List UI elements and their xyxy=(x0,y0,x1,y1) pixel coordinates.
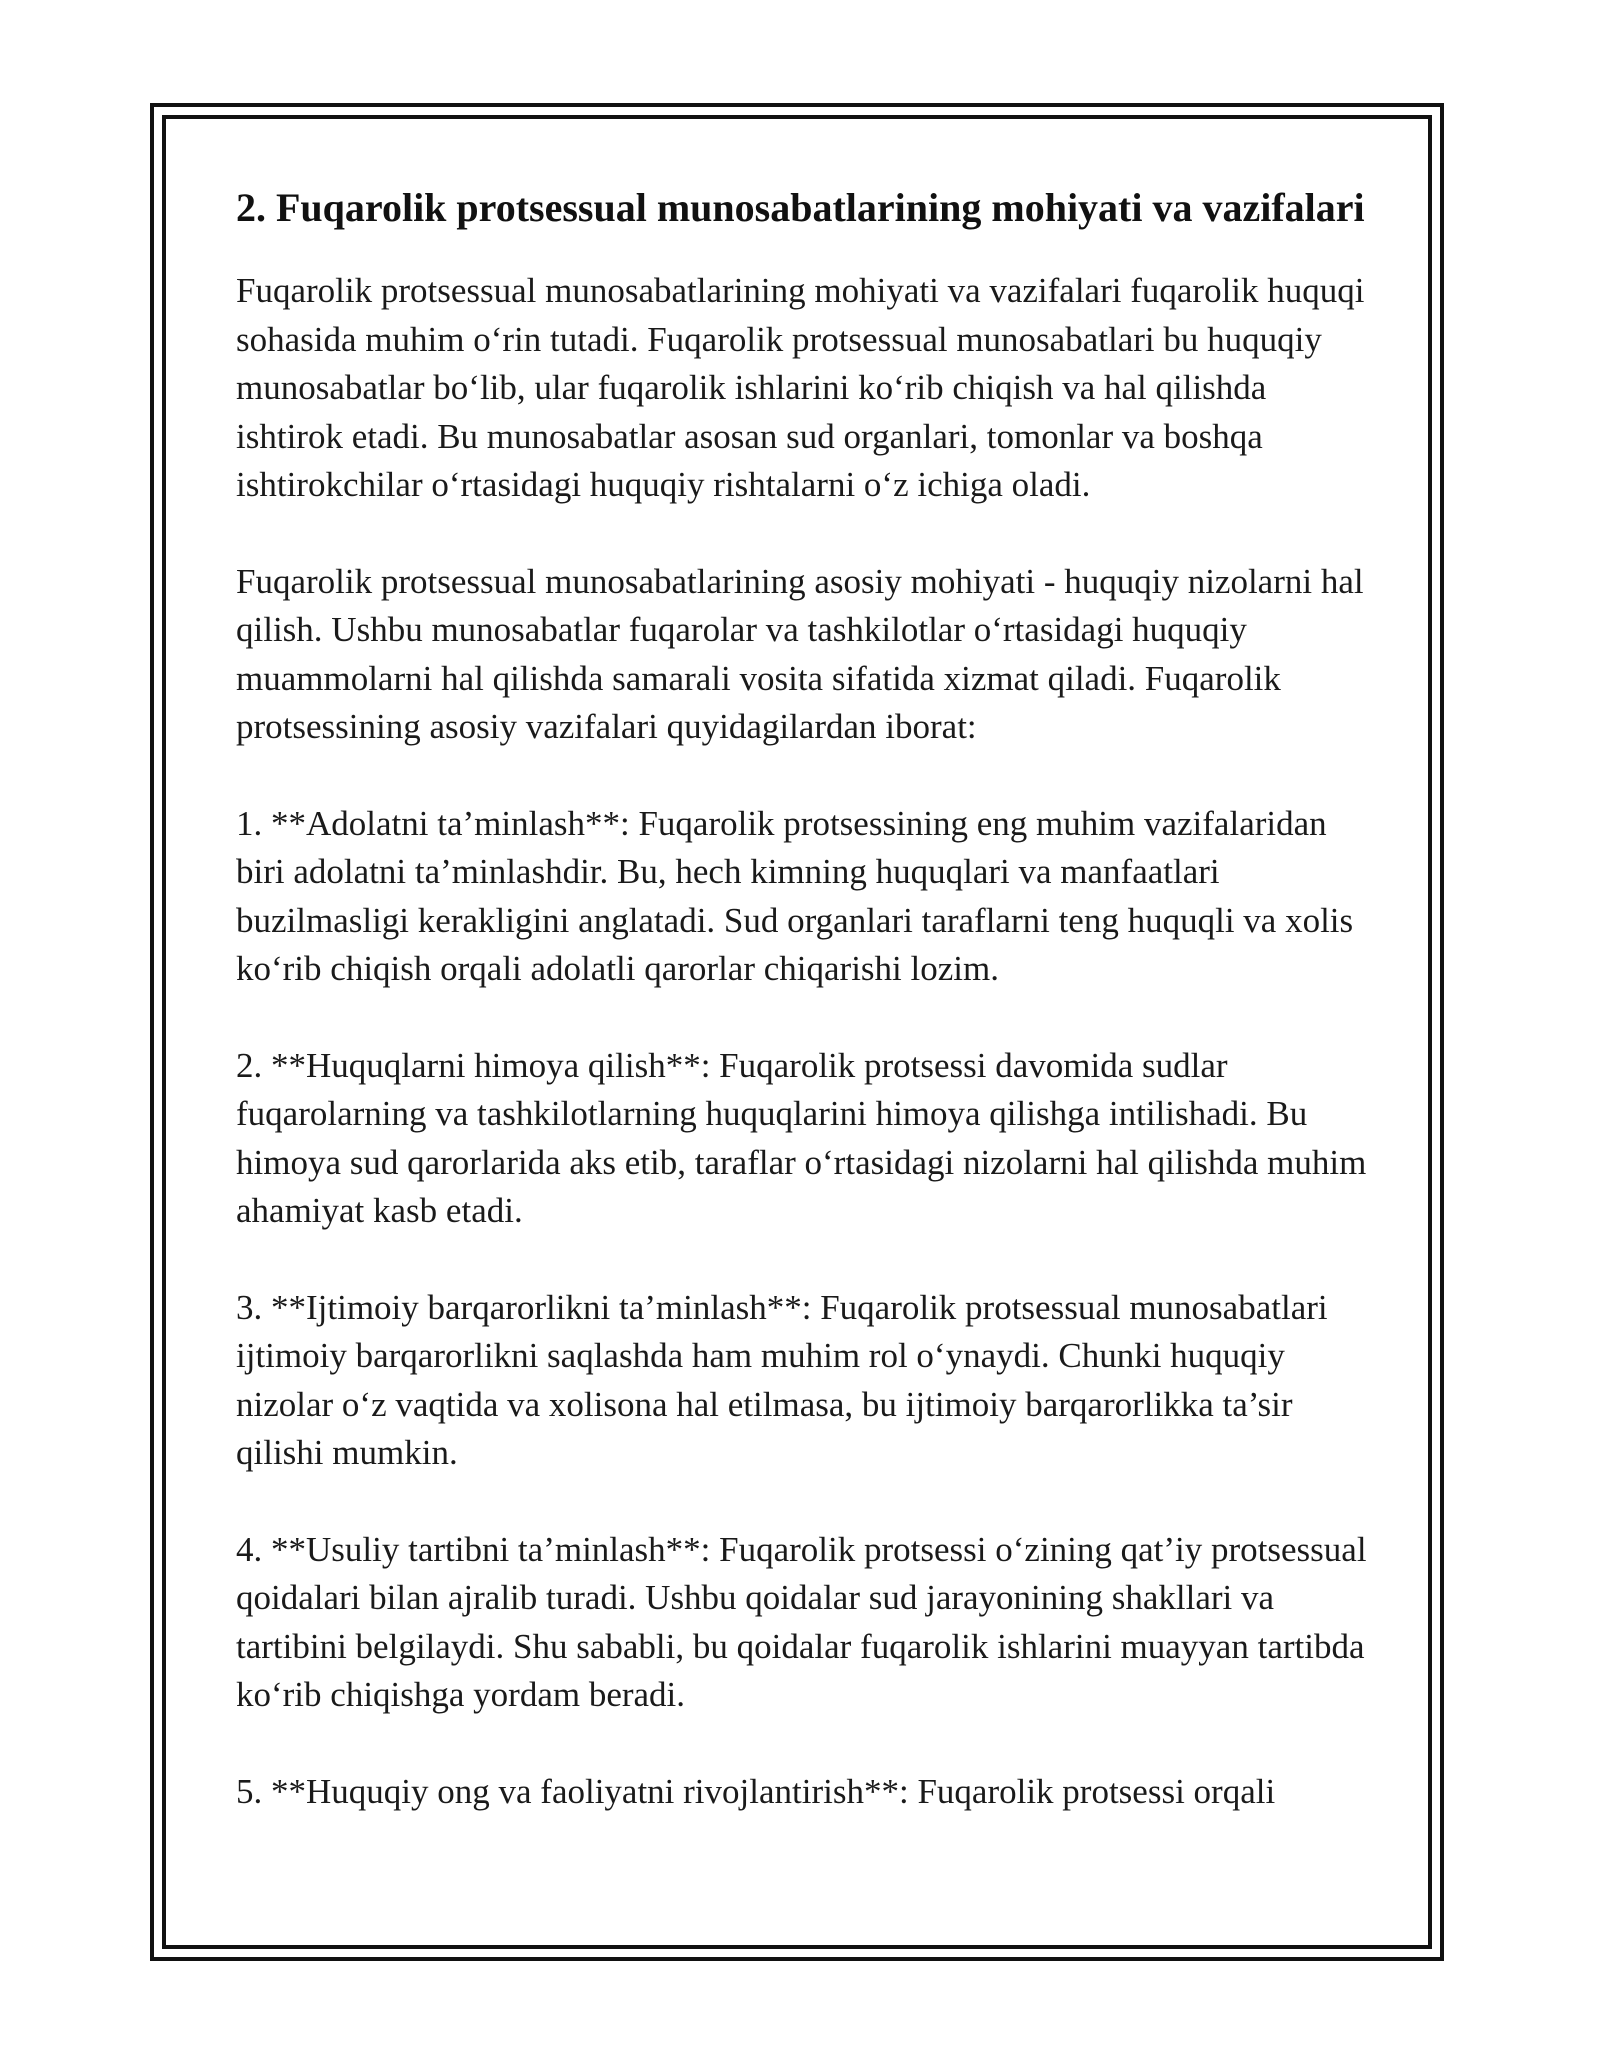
paragraph-essence: Fuqarolik protsessual munosabatlarining asosiy mohiyati - huquqiy nizolarni hal qilish. Ushbu munosabatlar fuqarolar va tashkilotlar o‘rtasidagi huquqiy muammolarni hal qilishda samarali vosita sifatida xizmat qiladi. Fuqarolik protsessining asosiy vazifalari quyidagilardan iborat: xyxy=(236,561,1364,746)
list-item-procedural-order: 4. **Usuliy tartibni ta’minlash**: Fuqarolik protsessi o‘zining qat’iy protsessual qoidalari bilan ajralib turadi. Ushbu qoidalar sud jarayonining shakllari va tartibini belgilaydi. Shu sababli, bu qoidalar fuqarolik ishlarini muayyan tartibda ko‘rib chiqishga yordam beradi. xyxy=(236,1529,1367,1714)
list-item-legal-awareness: 5. **Huquqiy ong va faoliyatni rivojlantirish**: Fuqarolik protsessi orqali xyxy=(236,1771,1276,1811)
section-heading: 2. Fuqarolik protsessual munosabatlarining mohiyati va vazifalari xyxy=(236,185,1365,230)
list-item-social-stability: 3. **Ijtimoiy barqarorlikni ta’minlash**: Fuqarolik protsessual munosabatlari ijtimoiy barqarorlikni saqlashda ham muhim rol o‘ynaydi. Chunki huquqiy nizolar o‘z vaqtida va xolisona hal etilmasa, bu ijtimoiy barqarorlikka ta’sir qilishi mumkin. xyxy=(236,1287,1328,1472)
paragraph-intro: Fuqarolik protsessual munosabatlarining mohiyati va vazifalari fuqarolik huquqi sohasida muhim o‘rin tutadi. Fuqarolik protsessual munosabatlari bu huquqiy munosabatlar bo‘lib, ular fuqarolik ishlarini ko‘rib chiqish va hal qilishda ishtirok etadi. Bu munosabatlar asosan sud organlari, tomonlar va boshqa ishtirokchilar o‘rtasidagi huquqiy rishtalarni o‘z ichiga oladi. xyxy=(236,271,1365,504)
list-item-justice: 1. **Adolatni ta’minlash**: Fuqarolik protsessining eng muhim vazifalaridan biri adolatni ta’minlashdir. Bu, hech kimning huquqlari va manfaatlari buzilmasligi kerakligini anglatadi. Sud organlari taraflarni teng huquqli va xolis ko‘rib chiqish orqali adolatli qarorlar chiqarishi lozim. xyxy=(236,803,1354,988)
list-item-rights-protection: 2. **Huquqlarni himoya qilish**: Fuqarolik protsessi davomida sudlar fuqarolarning va tashkilotlarning huquqlarini himoya qilishga intilishadi. Bu himoya sud qarorlarida aks etib, taraflar o‘rtasidagi nizolarni hal qilishda muhim ahamiyat kasb etadi. xyxy=(236,1045,1367,1230)
document-body xyxy=(236,180,1376,1864)
